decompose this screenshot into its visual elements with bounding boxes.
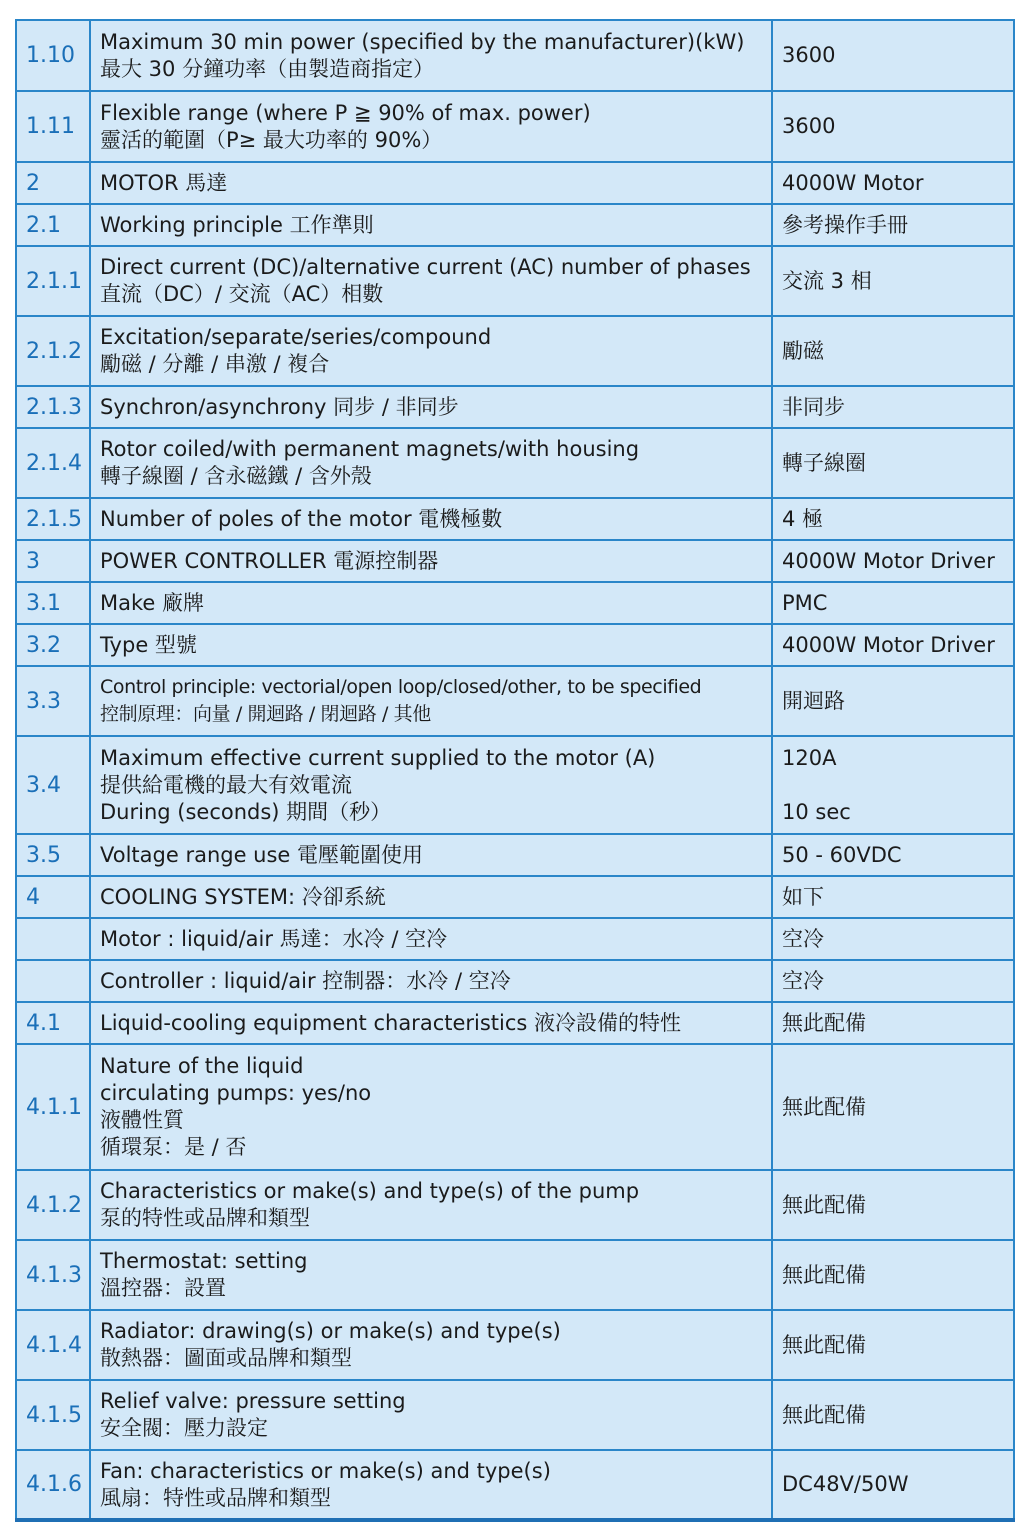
item-value: 空冷 bbox=[772, 918, 1014, 960]
item-description: POWER CONTROLLER 電源控制器 bbox=[90, 540, 772, 582]
item-number: 4.1.1 bbox=[16, 1044, 90, 1170]
item-number: 3 bbox=[16, 540, 90, 582]
item-description: Characteristics or make(s) and type(s) of the pump 泵的特性或品牌和類型 bbox=[90, 1170, 772, 1240]
item-number: 4.1 bbox=[16, 1002, 90, 1044]
item-number: 3.1 bbox=[16, 582, 90, 624]
item-number: 1.10 bbox=[16, 20, 90, 91]
item-number: 3.2 bbox=[16, 624, 90, 666]
table-row bbox=[16, 666, 1014, 736]
table-row bbox=[16, 1450, 1014, 1520]
table-row bbox=[16, 1170, 1014, 1240]
item-number: 2.1.5 bbox=[16, 498, 90, 540]
table-row bbox=[16, 1310, 1014, 1380]
table-row bbox=[16, 428, 1014, 498]
table-row bbox=[16, 876, 1014, 918]
table-row bbox=[16, 498, 1014, 540]
item-description: Radiator: drawing(s) or make(s) and type(s) 散熱器：圖面或品牌和類型 bbox=[90, 1310, 772, 1380]
item-description: Relief valve: pressure setting 安全閥：壓力設定 bbox=[90, 1380, 772, 1450]
item-number: 4.1.2 bbox=[16, 1170, 90, 1240]
item-value: 無此配備 bbox=[772, 1310, 1014, 1380]
table-row bbox=[16, 204, 1014, 246]
item-description: Number of poles of the motor 電機極數 bbox=[90, 498, 772, 540]
item-value: 交流 3 相 bbox=[772, 246, 1014, 316]
item-description: Rotor coiled/with permanent magnets/with housing 轉子線圈 / 含永磁鐵 / 含外殼 bbox=[90, 428, 772, 498]
item-number bbox=[16, 918, 90, 960]
item-description: Excitation/separate/series/compound 勵磁 / 分離 / 串激 / 複合 bbox=[90, 316, 772, 386]
item-description: Nature of the liquid circulating pumps: yes/no 液體性質 循環泵：是 / 否 bbox=[90, 1044, 772, 1170]
item-number: 4.1.6 bbox=[16, 1450, 90, 1520]
item-value: 開迴路 bbox=[772, 666, 1014, 736]
item-description: Voltage range use 電壓範圍使用 bbox=[90, 834, 772, 876]
item-description: Control principle: vectorial/open loop/closed/other, to be specified 控制原理：向量 / 開迴路 / 閉迴路 / 其他 bbox=[90, 666, 772, 736]
item-value: DC48V/50W bbox=[772, 1450, 1014, 1520]
item-value: 如下 bbox=[772, 876, 1014, 918]
item-value: 3600 bbox=[772, 20, 1014, 91]
item-value: 勵磁 bbox=[772, 316, 1014, 386]
item-number: 3.3 bbox=[16, 666, 90, 736]
item-description: COOLING SYSTEM: 冷卻系統 bbox=[90, 876, 772, 918]
item-number: 1.11 bbox=[16, 91, 90, 162]
item-value: 4000W Motor Driver bbox=[772, 540, 1014, 582]
item-value: PMC bbox=[772, 582, 1014, 624]
table-row bbox=[16, 834, 1014, 876]
item-number: 2.1.2 bbox=[16, 316, 90, 386]
item-number: 4.1.4 bbox=[16, 1310, 90, 1380]
item-number: 4.1.5 bbox=[16, 1380, 90, 1450]
table-row bbox=[16, 1044, 1014, 1170]
item-value: 參考操作手冊 bbox=[772, 204, 1014, 246]
item-number bbox=[16, 960, 90, 1002]
item-description: Fan: characteristics or make(s) and type(s) 風扇：特性或品牌和類型 bbox=[90, 1450, 772, 1520]
table-row bbox=[16, 162, 1014, 204]
item-number: 2.1 bbox=[16, 204, 90, 246]
table-row bbox=[16, 1380, 1014, 1450]
item-number: 3.4 bbox=[16, 736, 90, 834]
item-number: 2.1.3 bbox=[16, 386, 90, 428]
table-row bbox=[16, 1002, 1014, 1044]
item-number: 2.1.4 bbox=[16, 428, 90, 498]
item-value: 120A 10 sec bbox=[772, 736, 1014, 834]
table-row bbox=[16, 960, 1014, 1002]
item-number: 2.1.1 bbox=[16, 246, 90, 316]
item-description: Motor : liquid/air 馬達：水冷 / 空冷 bbox=[90, 918, 772, 960]
table-row bbox=[16, 246, 1014, 316]
item-description: Working principle 工作準則 bbox=[90, 204, 772, 246]
item-description: Liquid-cooling equipment characteristics 液冷設備的特性 bbox=[90, 1002, 772, 1044]
item-value: 3600 bbox=[772, 91, 1014, 162]
item-description: Flexible range (where P ≧ 90% of max. power) 靈活的範圍（P≥ 最大功率的 90%） bbox=[90, 91, 772, 162]
table-row bbox=[16, 20, 1014, 91]
item-value: 無此配備 bbox=[772, 1002, 1014, 1044]
item-description: Maximum effective current supplied to the motor (A) 提供給電機的最大有效電流 During (seconds) 期間（秒） bbox=[90, 736, 772, 834]
table-row bbox=[16, 1240, 1014, 1310]
item-description: Controller : liquid/air 控制器：水冷 / 空冷 bbox=[90, 960, 772, 1002]
item-value: 無此配備 bbox=[772, 1380, 1014, 1450]
item-description: Thermostat: setting 溫控器：設置 bbox=[90, 1240, 772, 1310]
table-row bbox=[16, 91, 1014, 162]
item-number: 2 bbox=[16, 162, 90, 204]
item-value: 無此配備 bbox=[772, 1044, 1014, 1170]
table-row bbox=[16, 540, 1014, 582]
item-value: 空冷 bbox=[772, 960, 1014, 1002]
item-value: 4000W Motor bbox=[772, 162, 1014, 204]
item-description: Type 型號 bbox=[90, 624, 772, 666]
item-description: MOTOR 馬達 bbox=[90, 162, 772, 204]
table-row bbox=[16, 624, 1014, 666]
item-description: Synchron/asynchrony 同步 / 非同步 bbox=[90, 386, 772, 428]
item-value: 無此配備 bbox=[772, 1240, 1014, 1310]
spec-table bbox=[15, 19, 1015, 1522]
item-value: 無此配備 bbox=[772, 1170, 1014, 1240]
item-number: 4.1.3 bbox=[16, 1240, 90, 1310]
item-value: 4 極 bbox=[772, 498, 1014, 540]
item-value: 轉子線圈 bbox=[772, 428, 1014, 498]
item-value: 非同步 bbox=[772, 386, 1014, 428]
table-row bbox=[16, 582, 1014, 624]
table-row bbox=[16, 736, 1014, 834]
item-description: Make 廠牌 bbox=[90, 582, 772, 624]
item-description: Direct current (DC)/alternative current (AC) number of phases 直流（DC）/ 交流（AC）相數 bbox=[90, 246, 772, 316]
item-value: 4000W Motor Driver bbox=[772, 624, 1014, 666]
item-value: 50 - 60VDC bbox=[772, 834, 1014, 876]
item-description: Maximum 30 min power (specified by the manufacturer)(kW) 最大 30 分鐘功率（由製造商指定） bbox=[90, 20, 772, 91]
item-number: 4 bbox=[16, 876, 90, 918]
table-row bbox=[16, 386, 1014, 428]
table-row bbox=[16, 316, 1014, 386]
item-number: 3.5 bbox=[16, 834, 90, 876]
table-row bbox=[16, 918, 1014, 960]
